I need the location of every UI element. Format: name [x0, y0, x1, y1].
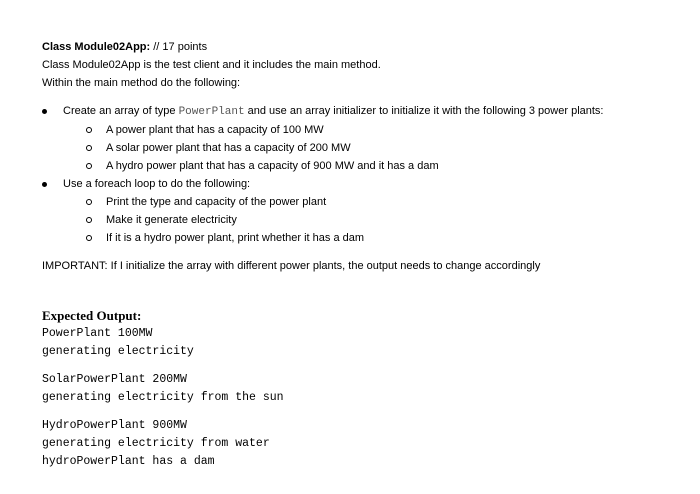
output-line: SolarPowerPlant 200MW	[42, 373, 187, 386]
output-line: generating electricity	[42, 345, 194, 358]
important-note: IMPORTANT: If I initialize the array with different power plants, the output needs to change accordingly	[42, 260, 541, 272]
instruction-item	[42, 175, 682, 193]
sub-item-text: Make it generate electricity	[106, 214, 237, 226]
sub-item	[42, 157, 682, 175]
class-name-code: PowerPlant	[178, 106, 245, 118]
instruction-item	[42, 102, 682, 121]
output-line: generating electricity from the sun	[42, 391, 284, 404]
sub-list	[42, 193, 682, 247]
expected-output-block	[42, 325, 682, 471]
output-line: PowerPlant 100MW	[42, 327, 153, 340]
assignment-heading	[42, 38, 682, 56]
bullet-icon	[42, 182, 47, 187]
sub-item-text: A hydro power plant that has a capacity of 900 MW and it has a dam	[106, 160, 439, 172]
class-title: Class Module02App:	[42, 41, 151, 53]
instruction-text: Use a foreach loop to do the following:	[63, 178, 251, 190]
points-note: // 17 points	[153, 41, 208, 53]
circle-bullet-icon	[86, 235, 92, 241]
output-line: hydroPowerPlant has a dam	[42, 455, 215, 468]
instruction-text: and use an array initializer to initialize it with the following 3 power plants:	[244, 105, 604, 117]
intro-line: Class Module02App is the test client and it includes the main method.	[42, 59, 381, 71]
assignment-document	[42, 38, 682, 471]
sub-item-text: Print the type and capacity of the power plant	[106, 196, 327, 208]
instruction-text: Create an array of type	[63, 105, 179, 117]
sub-item	[42, 211, 682, 229]
circle-bullet-icon	[86, 199, 92, 205]
sub-item	[42, 229, 682, 247]
output-line: HydroPowerPlant 900MW	[42, 419, 187, 432]
output-line: generating electricity from water	[42, 437, 270, 450]
sub-item	[42, 193, 682, 211]
sub-item	[42, 121, 682, 139]
bullet-icon	[42, 109, 47, 114]
circle-bullet-icon	[86, 217, 92, 223]
sub-item-text: A solar power plant that has a capacity of 200 MW	[106, 142, 351, 154]
sub-item-text: A power plant that has a capacity of 100 MW	[106, 124, 324, 136]
sub-list	[42, 121, 682, 175]
sub-item	[42, 139, 682, 157]
sub-item-text: If it is a hydro power plant, print whether it has a dam	[106, 232, 365, 244]
instruction-list	[42, 102, 682, 247]
intro-line: Within the main method do the following:	[42, 77, 241, 89]
circle-bullet-icon	[86, 145, 92, 151]
expected-output-title: Expected Output:	[42, 308, 142, 323]
circle-bullet-icon	[86, 127, 92, 133]
circle-bullet-icon	[86, 163, 92, 169]
